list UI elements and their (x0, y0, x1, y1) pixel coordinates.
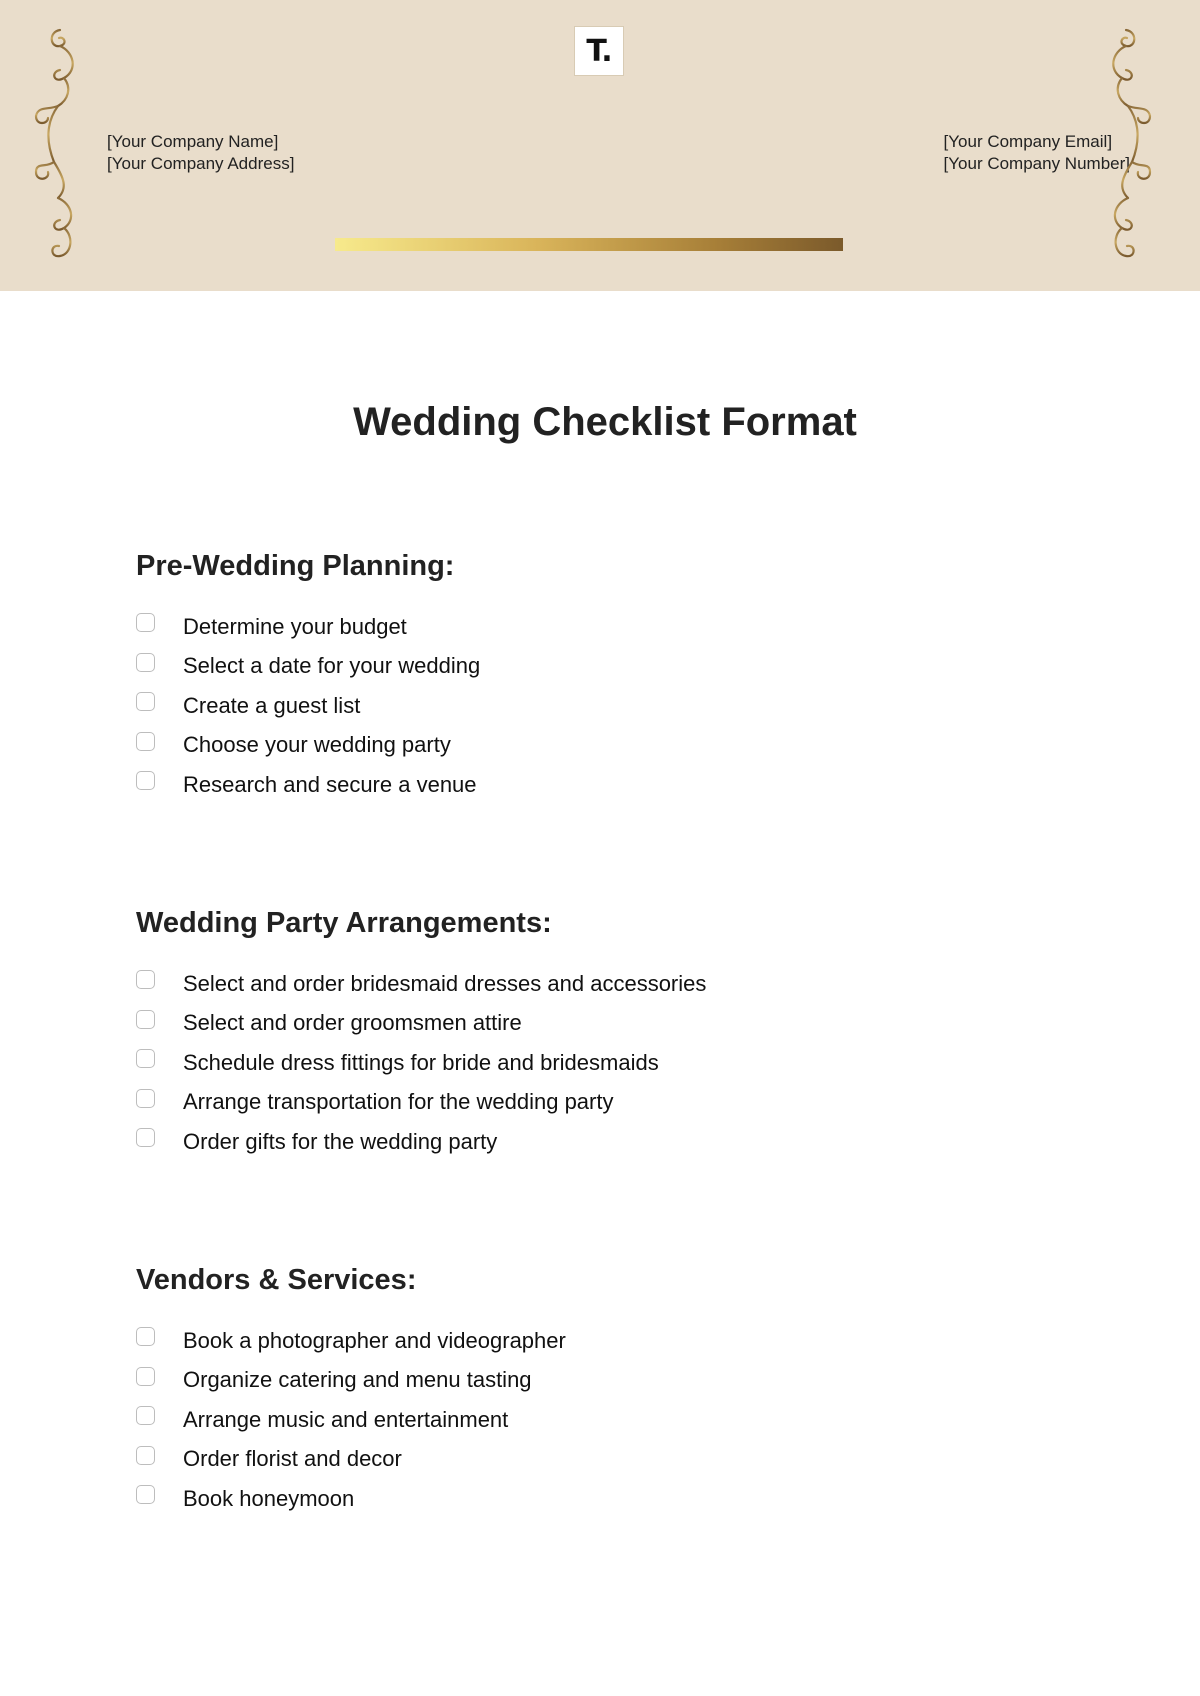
checkbox[interactable] (136, 613, 155, 632)
company-info-left (107, 131, 294, 175)
checkbox[interactable] (136, 1128, 155, 1147)
checkbox[interactable] (136, 732, 155, 751)
checklist-item (136, 1361, 1096, 1401)
section-wedding-party-arrangements (136, 907, 1096, 1162)
gold-divider-bar (335, 238, 843, 251)
checklist-item (136, 1004, 1096, 1044)
company-name: [Your Company Name] (107, 132, 279, 151)
checklist-item (136, 1321, 1096, 1361)
company-address: [Your Company Address] (107, 154, 295, 173)
ornamental-scroll-left-icon (28, 22, 88, 272)
checkbox[interactable] (136, 692, 155, 711)
checklist-item-label: Schedule dress fittings for bride and bridesmaids (183, 1049, 659, 1075)
checklist-item (136, 1043, 1096, 1083)
checklist-item-label: Order gifts for the wedding party (183, 1128, 498, 1154)
checklist-item (136, 964, 1096, 1004)
checklist-item-label: Choose your wedding party (183, 732, 451, 758)
checklist-item (136, 607, 1096, 647)
checklist-item-label: Select a date for your wedding (183, 653, 481, 679)
checklist-item-label: Book a photographer and videographer (183, 1327, 566, 1353)
company-number: [Your Company Number] (943, 154, 1130, 173)
checklist-item-label: Organize catering and menu tasting (183, 1367, 532, 1393)
header-banner (0, 0, 1200, 291)
checklist-item (136, 1479, 1096, 1519)
checklist-item (136, 1083, 1096, 1123)
checklist-item (136, 1400, 1096, 1440)
checklist-item-label: Research and secure a venue (183, 771, 477, 797)
checklist-item-label: Select and order bridesmaid dresses and accessories (183, 970, 707, 996)
checkbox[interactable] (136, 771, 155, 790)
checkbox[interactable] (136, 1049, 155, 1068)
checklist-item (136, 686, 1096, 726)
section-pre-wedding-planning (136, 550, 1096, 805)
checkbox[interactable] (136, 1089, 155, 1108)
checklist-item (136, 1122, 1096, 1162)
company-email: [Your Company Email] (943, 132, 1113, 151)
checkbox[interactable] (136, 653, 155, 672)
checklist-item-label: Determine your budget (183, 613, 407, 639)
section-heading: Vendors & Services: (136, 1264, 417, 1296)
checklist-item (136, 647, 1096, 687)
section-heading: Pre-Wedding Planning: (136, 550, 455, 582)
section-vendors-services (136, 1264, 1096, 1519)
checkbox[interactable] (136, 1010, 155, 1029)
checklist-item-label: Select and order groomsmen attire (183, 1010, 522, 1036)
page-title: Wedding Checklist Format (353, 400, 857, 444)
checklist-item-label: Book honeymoon (183, 1485, 355, 1511)
checkbox[interactable] (136, 1327, 155, 1346)
checkbox[interactable] (136, 1406, 155, 1425)
checklist-item (136, 726, 1096, 766)
checklist-item-label: Arrange music and entertainment (183, 1406, 509, 1432)
checklist-item-label: Order florist and decor (183, 1446, 402, 1472)
section-heading: Wedding Party Arrangements: (136, 907, 552, 939)
checklist-item-label: Arrange transportation for the wedding party (183, 1089, 614, 1115)
checkbox[interactable] (136, 1367, 155, 1386)
ornamental-scroll-right-icon (1098, 22, 1158, 272)
checkbox[interactable] (136, 1446, 155, 1465)
checklist-item (136, 1440, 1096, 1480)
checklist-item-label: Create a guest list (183, 692, 361, 718)
company-logo (574, 26, 624, 76)
checkbox[interactable] (136, 1485, 155, 1504)
logo-text: T. (586, 33, 612, 69)
checkbox[interactable] (136, 970, 155, 989)
checklist-item (136, 765, 1096, 805)
